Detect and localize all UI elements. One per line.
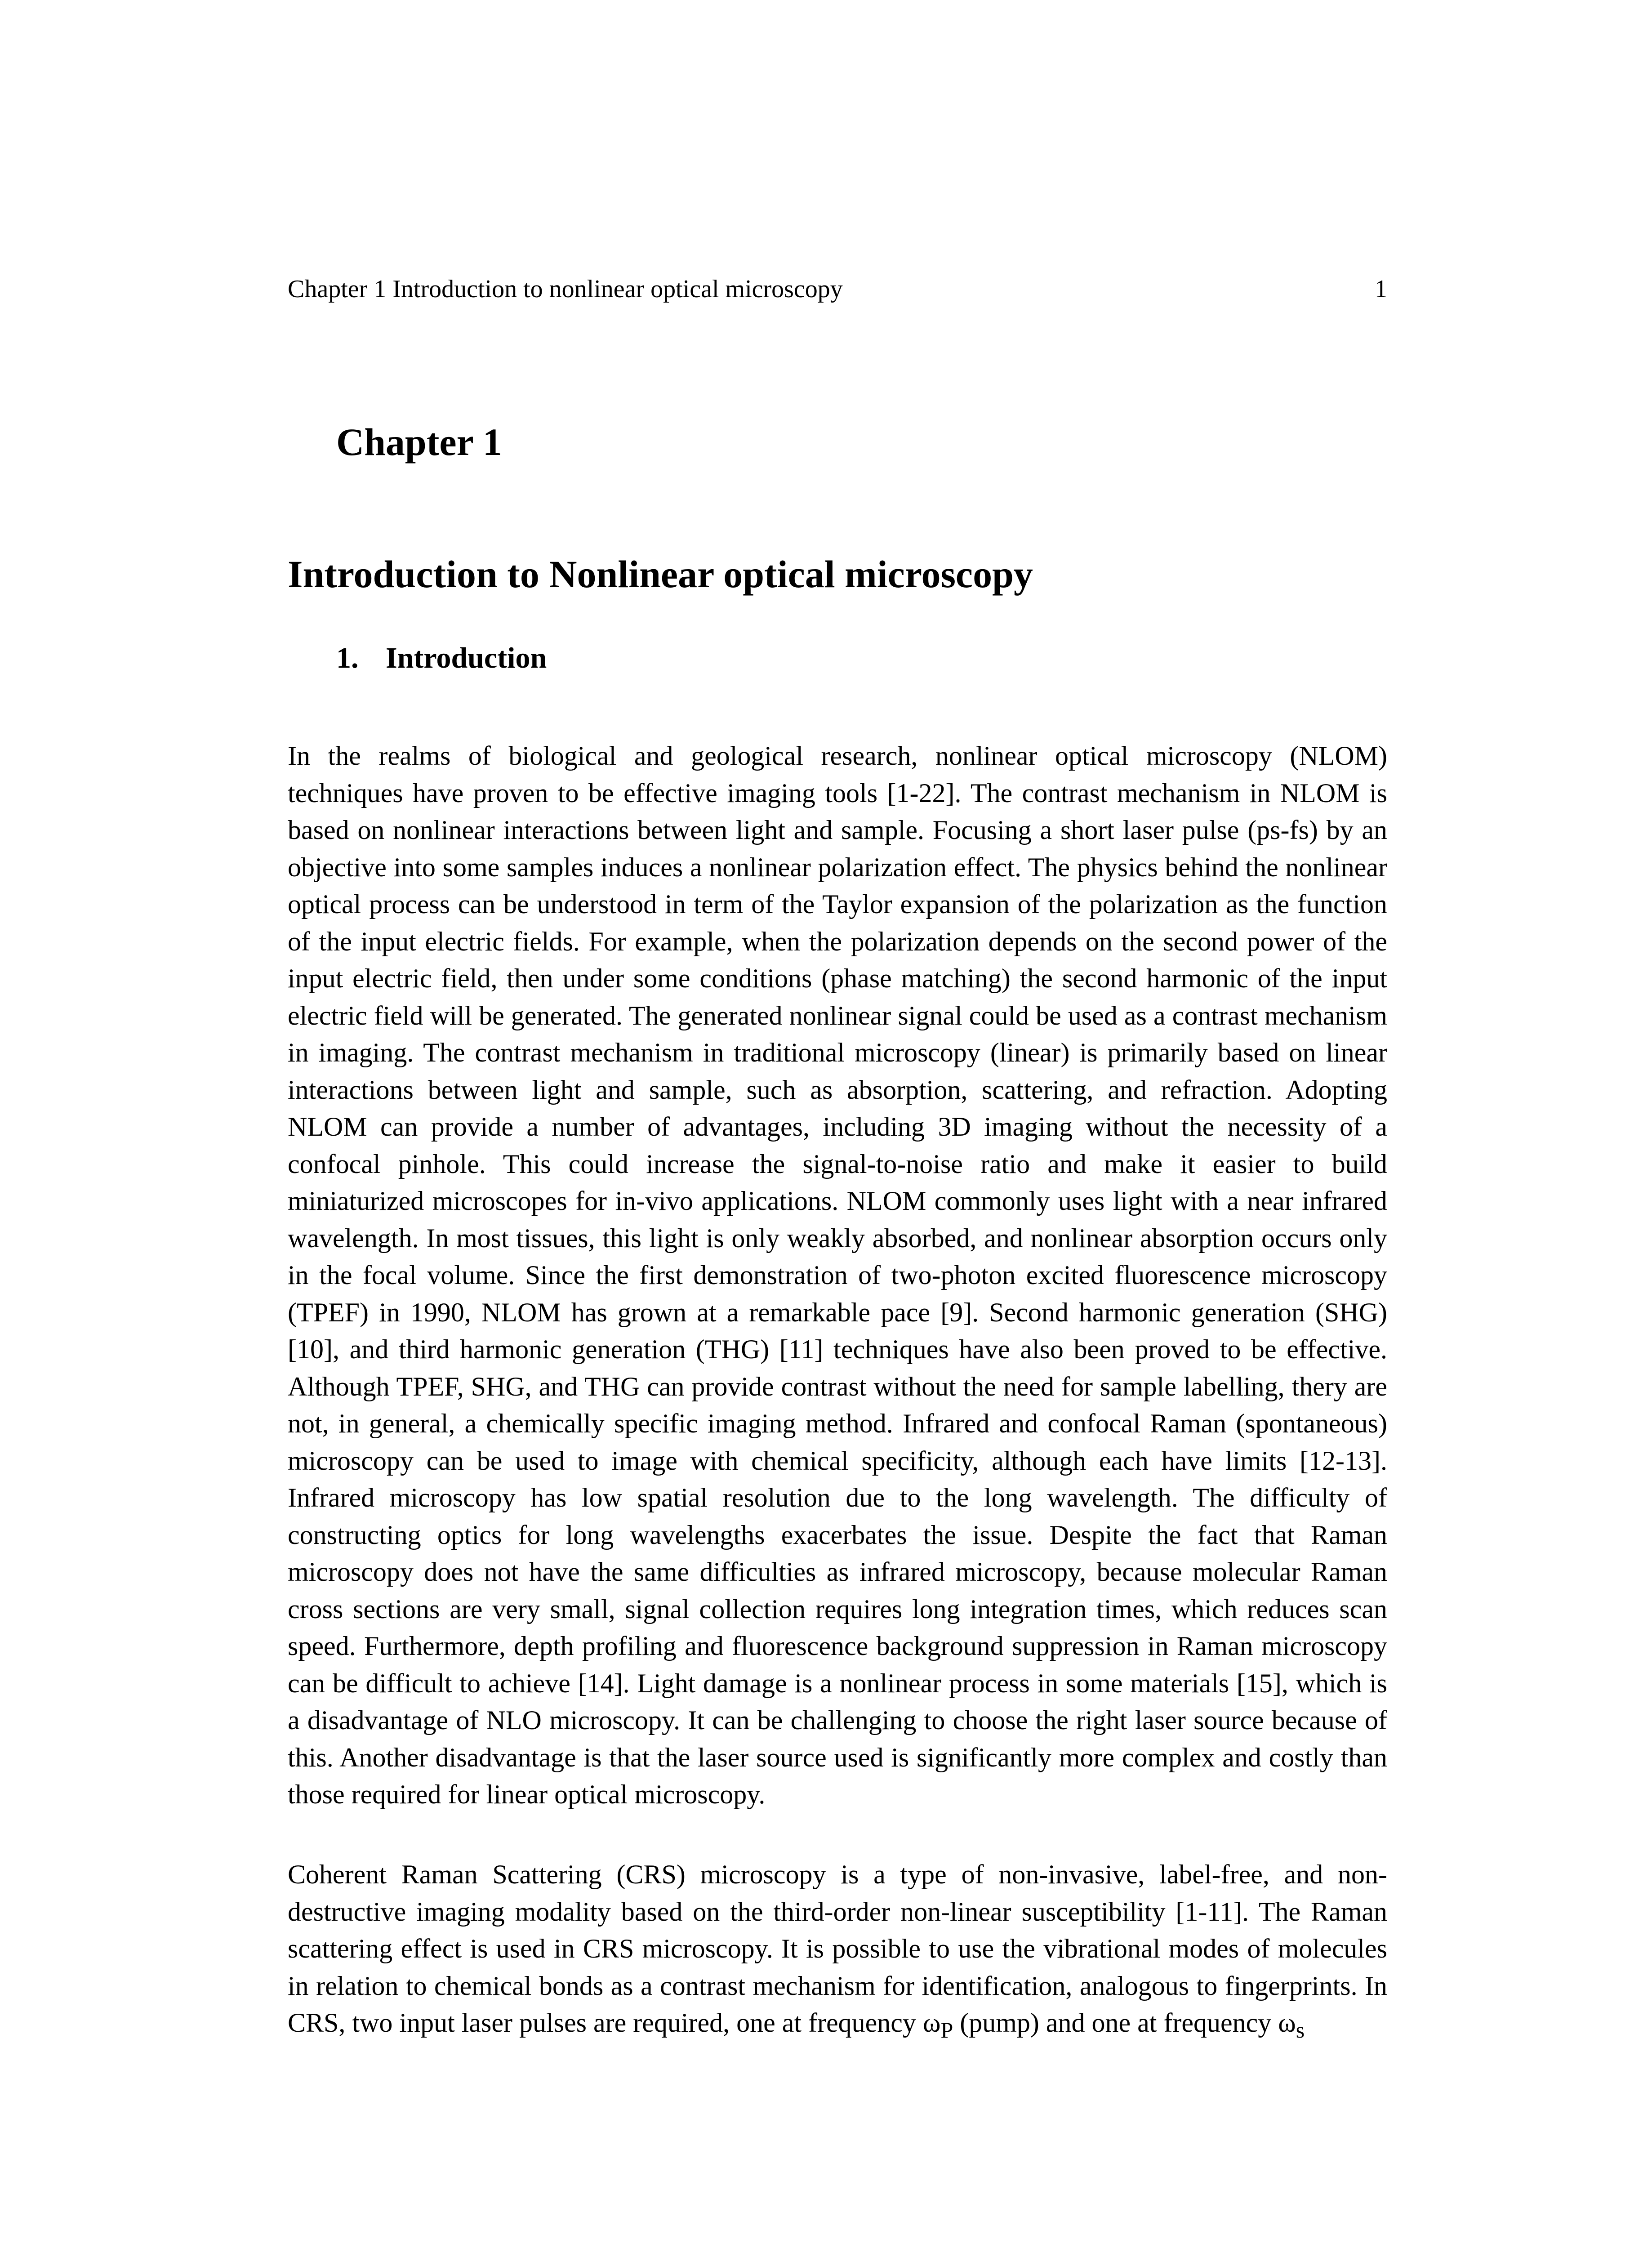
body-paragraph-2 xyxy=(288,1856,1387,2049)
paragraph-2-text: Coherent Raman Scattering (CRS) microscopy is a type of non-invasive, label-free, and non-destructive imaging modality based on the third-order non-linear susceptibility [1-11]. The Raman scattering effect is used in CRS microscopy. It is possible to use the vibrational modes of molecules in relation to chemical bonds as a contrast mechanism for identification, analogous to fingerprints. In CRS, two input laser pulses are required, one at frequency xyxy=(288,1860,1387,2038)
pump-frequency-subscript: P xyxy=(940,2017,953,2043)
chapter-title: Introduction to Nonlinear optical microscopy xyxy=(288,553,1033,596)
page-number: 1 xyxy=(1375,275,1387,303)
stokes-frequency-subscript: s xyxy=(1296,2017,1305,2043)
stokes-frequency-symbol: ω xyxy=(1278,2008,1296,2038)
running-header xyxy=(288,273,1387,305)
paragraph-2-text-middle: (pump) and one at frequency xyxy=(953,2008,1278,2038)
pump-frequency-symbol: ω xyxy=(922,2008,941,2038)
chapter-label: Chapter 1 xyxy=(336,420,502,464)
section-number: 1. xyxy=(336,642,359,674)
section-title: Introduction xyxy=(386,642,547,674)
body-paragraph-1: In the realms of biological and geological research, nonlinear optical microscopy (NLOM) techniques have proven to be effective imaging tools [1-22]. The contrast mechanism in NLOM is based on nonlinear interactions between light and sample. Focusing a short laser pulse (ps-fs) by an objective into some samples induces a nonlinear polarization effect. The physics behind the nonlinear optical process can be understood in term of the Taylor expansion of the polarization as the function of the input electric fields. For example, when the polarization depends on the second power of the input electric field, then under some conditions (phase matching) the second harmonic of the input electric field will be generated. The generated nonlinear signal could be used as a contrast mechanism in imaging. The contrast mechanism in traditional microscopy (linear) is primarily based on linear interactions between light and sample, such as absorption, scattering, and refraction. Adopting NLOM can provide a number of advantages, including 3D imaging without the necessity of a confocal pinhole. This could increase the signal-to-noise ratio and make it easier to build miniaturized microscopes for in-vivo applications. NLOM commonly uses light with a near infrared wavelength. In most tissues, this light is only weakly absorbed, and nonlinear absorption occurs only in the focal volume. Since the first demonstration of two-photon excited fluorescence microscopy (TPEF) in 1990, NLOM has grown at a remarkable pace [9]. Second harmonic generation (SHG) [10], and third harmonic generation (THG) [11] techniques have also been proved to be effective. Although TPEF, SHG, and THG can provide contrast without the need for sample labelling, thery are not, in general, a chemically specific imaging method. Infrared and confocal Raman (spontaneous) microscopy can be used to image with chemical specificity, although each have limits [12-13]. Infrared microscopy has low spatial resolution due to the long wavelength. The difficulty of constructing optics for long wavelengths exacerbates the issue. Despite the fact that Raman microscopy does not have the same difficulties as infrared microscopy, because molecular Raman cross sections are very small, signal collection requires long integration times, which reduces scan speed. Furthermore, depth profiling and fluorescence background suppression in Raman microscopy can be difficult to achieve [14]. Light damage is a nonlinear process in some materials [15], which is a disadvantage of NLO microscopy. It can be challenging to choose the right laser source because of this. Another disadvantage is that the laser source used is significantly more complex and costly than those required for linear optical microscopy. xyxy=(288,741,1387,1809)
running-header-title: Chapter 1 Introduction to nonlinear optical microscopy xyxy=(288,275,843,303)
section-heading xyxy=(336,640,547,676)
